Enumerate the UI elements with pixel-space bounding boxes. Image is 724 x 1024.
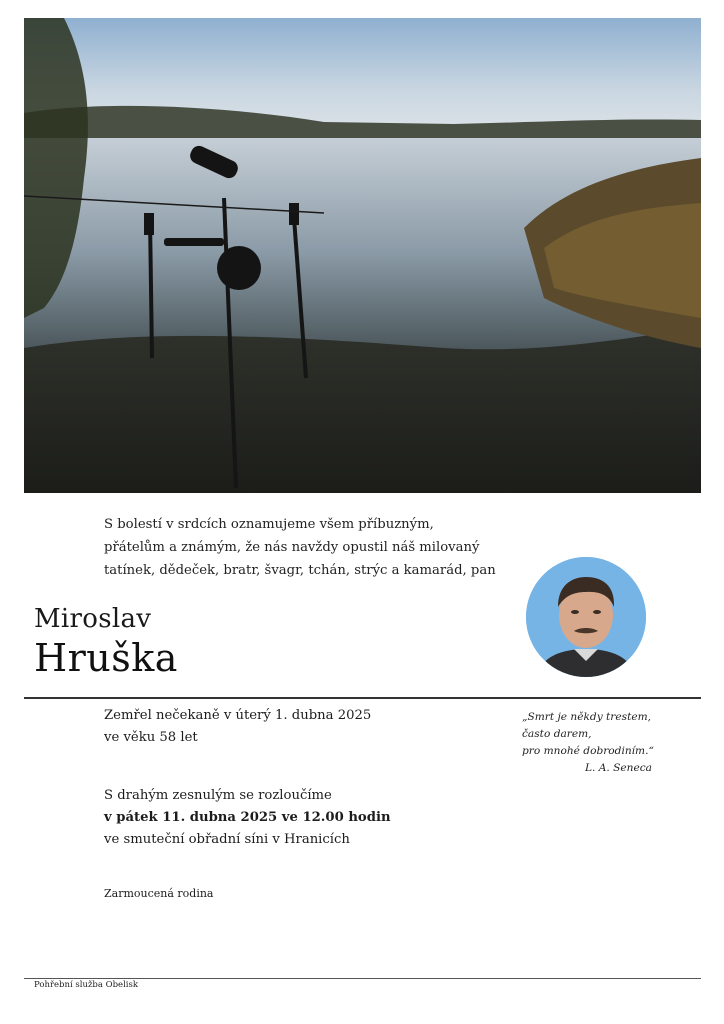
announcement-intro [104,513,504,582]
quote-line: často darem, [522,728,592,740]
footer-divider [24,978,701,979]
farewell-info [104,785,391,851]
quote [522,709,652,777]
death-date: Zemřel nečekaně v úterý 1. dubna 2025 [104,708,372,723]
quote-line: pro mnohé dobrodiním.“ [522,745,654,757]
lake-fishing-photo [24,18,701,493]
farewell-datetime: v pátek 11. dubna 2025 ve 12.00 hodin [104,810,391,825]
signature: Zarmoucená rodina [104,887,214,900]
death-info [104,705,371,749]
footer-funeral-service: Pohřební služba Obelisk [34,980,139,990]
intro-line: přátelům a známým, že nás navždy opustil náš milovaný [104,540,480,555]
divider [24,697,701,699]
quote-line: „Smrt je někdy trestem, [522,711,652,723]
first-name: Miroslav [34,604,152,634]
intro-line: tatínek, dědeček, bratr, švagr, tchán, strýc a kamarád, pan [104,563,496,578]
intro-line: S bolestí v srdcích oznamujeme všem příbuzným, [104,517,434,532]
portrait-photo [526,557,646,677]
farewell-intro: S drahým zesnulým se rozloučíme [104,788,332,803]
surname: Hruška [34,636,178,680]
quote-author: L. A. Seneca [584,762,652,774]
age: ve věku 58 let [104,730,198,745]
farewell-place: ve smuteční obřadní síni v Hranicích [104,832,350,847]
